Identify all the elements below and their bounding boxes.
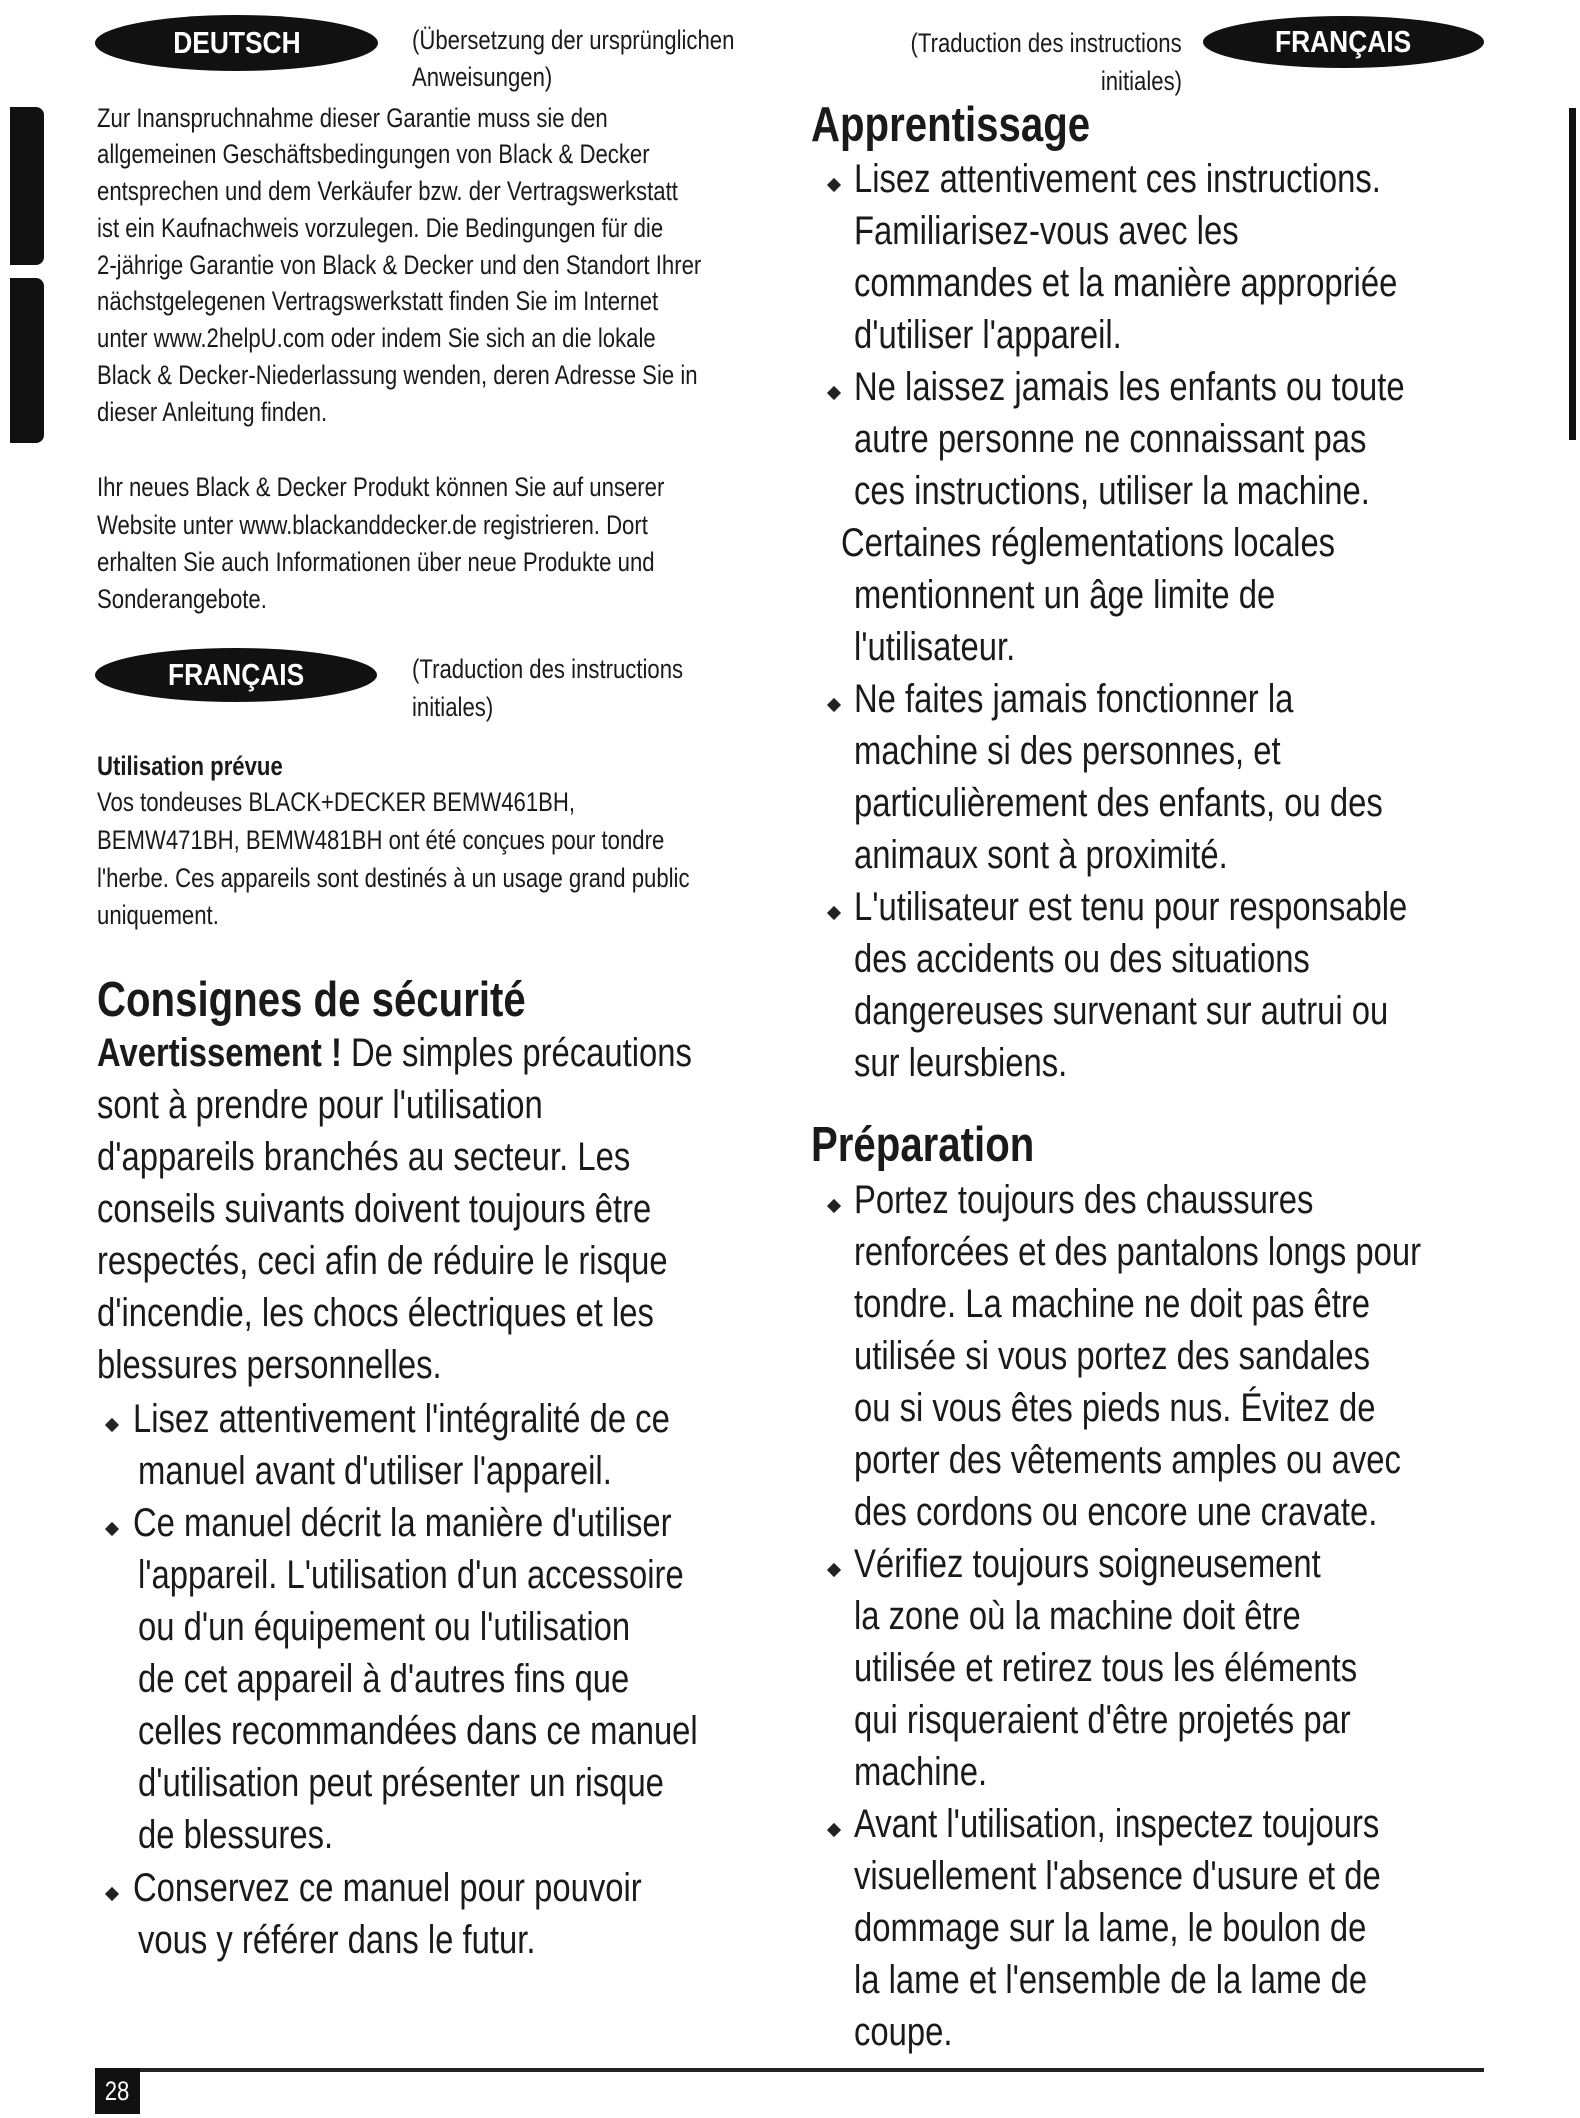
paragraph-line: Vos tondeuses BLACK+DECKER BEMW461BH,	[97, 787, 576, 818]
list-item-line: autre personne ne connaissant pas	[854, 417, 1367, 461]
section-tab-marker	[10, 107, 44, 265]
list-item-line: Ne laissez jamais les enfants ou toute	[854, 365, 1405, 409]
paragraph-line: dieser Anleitung finden.	[97, 396, 328, 427]
section-tab-marker	[10, 278, 44, 443]
list-item-line: la zone où la machine doit être	[854, 1594, 1301, 1638]
translation-note: (Traduction des instructions	[412, 654, 684, 684]
list-item-line: renforcées et des pantalons longs pour	[854, 1230, 1422, 1274]
paragraph-line: Sonderangebote.	[97, 584, 267, 615]
page-number	[95, 2068, 140, 2114]
language-label: FRANÇAIS	[1275, 24, 1412, 59]
translation-note: Anweisungen)	[412, 61, 553, 92]
list-item-line: Familiarisez-vous avec les	[854, 209, 1239, 253]
bullet-diamond-icon	[827, 386, 841, 400]
bullet-diamond-icon	[827, 906, 841, 920]
paragraph-line: Zur Inanspruchnahme dieser Garantie muss sie den	[97, 102, 608, 133]
list-item-line: d'utiliser l'appareil.	[854, 313, 1122, 357]
translation-note: (Übersetzung der ursprünglichen	[412, 24, 735, 55]
section-title: Apprentissage	[811, 98, 1091, 152]
warning-line: d'appareils branchés au secteur. Les	[97, 1135, 631, 1180]
list-item-line: machine si des personnes, et	[854, 729, 1281, 773]
paragraph-line: erhalten Sie auch Informationen über neue Produkte und	[97, 546, 655, 577]
paragraph-line: allgemeinen Geschäftsbedingungen von Black & Decker	[97, 139, 650, 170]
list-item-line: tondre. La machine ne doit pas être	[854, 1282, 1371, 1326]
list-item-line: animaux sont à proximité.	[854, 833, 1228, 877]
right-edge-marker	[1569, 108, 1576, 440]
translation-note: (Traduction des instructions	[910, 28, 1182, 58]
list-item-line: d'utilisation peut présenter un risque	[138, 1761, 664, 1806]
translation-note: initiales)	[412, 692, 494, 722]
warning-line: blessures personnelles.	[97, 1343, 442, 1388]
list-item-line: Lisez attentivement ces instructions.	[854, 157, 1381, 201]
list-item-line: de cet appareil à d'autres fins que	[138, 1657, 630, 1702]
list-item-line: des cordons ou encore une cravate.	[854, 1490, 1378, 1534]
page-number-text: 28	[105, 2075, 130, 2106]
paragraph-line: 2-jährige Garantie von Black & Decker und den Standort Ihrer	[97, 249, 702, 280]
warning-line	[97, 1027, 692, 1079]
list-item-line: ces instructions, utiliser la machine.	[854, 469, 1370, 513]
list-item-line: visuellement l'absence d'usure et de	[854, 1854, 1381, 1898]
list-item-line: Ne faites jamais fonctionner la	[854, 677, 1294, 721]
bullet-diamond-icon	[827, 178, 841, 192]
paragraph-line: uniquement.	[97, 900, 219, 931]
paragraph-line: ist ein Kaufnachweis vorzulegen. Die Bedingungen für die	[97, 212, 664, 243]
list-item-line: sur leursbiens.	[854, 1041, 1068, 1085]
bullet-diamond-icon	[105, 1522, 119, 1536]
paragraph-line: Ihr neues Black & Decker Produkt können Sie auf unserer	[97, 472, 665, 503]
warning-line: d'incendie, les chocs électriques et les	[97, 1291, 654, 1336]
list-item-line: vous y référer dans le futur.	[138, 1917, 536, 1962]
paragraph-line: l'herbe. Ces appareils sont destinés à un usage grand public	[97, 862, 690, 893]
section-title: Préparation	[811, 1118, 1035, 1172]
list-item-line: Certaines réglementations locales	[841, 521, 1336, 565]
list-item-line: dommage sur la lame, le boulon de	[854, 1906, 1367, 1950]
list-item-line: Ce manuel décrit la manière d'utiliser	[133, 1501, 672, 1546]
list-item-line: Lisez attentivement l'intégralité de ce	[133, 1396, 670, 1441]
list-item-line: Conservez ce manuel pour pouvoir	[133, 1865, 642, 1910]
list-item-line: ou d'un équipement ou l'utilisation	[138, 1605, 631, 1650]
paragraph-line: Black & Decker-Niederlassung wenden, deren Adresse Sie in	[97, 359, 698, 390]
list-item-line: manuel avant d'utiliser l'appareil.	[138, 1449, 612, 1494]
list-item-line: qui risqueraient d'être projetés par	[854, 1698, 1351, 1742]
list-item-line: utilisée et retirez tous les éléments	[854, 1646, 1358, 1690]
list-item-line: ou si vous êtes pieds nus. Évitez de	[854, 1386, 1376, 1430]
list-item-line: celles recommandées dans ce manuel	[138, 1709, 698, 1754]
bullet-diamond-icon	[827, 1563, 841, 1577]
footer-rule	[140, 2068, 1484, 2072]
list-item-line: Vérifiez toujours soigneusement	[854, 1542, 1321, 1586]
list-item-line: l'appareil. L'utilisation d'un accessoire	[138, 1553, 684, 1598]
bullet-diamond-icon	[827, 1199, 841, 1213]
bullet-diamond-icon	[827, 698, 841, 712]
list-item-line: Avant l'utilisation, inspectez toujours	[854, 1802, 1380, 1846]
list-item-line: la lame et l'ensemble de la lame de	[854, 1958, 1368, 2002]
bullet-diamond-icon	[827, 1823, 841, 1837]
paragraph-line: BEMW471BH, BEMW481BH ont été conçues pour tondre	[97, 824, 665, 855]
list-item-line: des accidents ou des situations	[854, 937, 1310, 981]
translation-note: initiales)	[1100, 66, 1182, 96]
language-badge-francais-right	[1203, 16, 1484, 68]
list-item-line: dangereuses survenant sur autrui ou	[854, 989, 1389, 1033]
language-badge-deutsch	[95, 15, 378, 71]
list-item-line: utilisée si vous portez des sandales	[854, 1334, 1370, 1378]
language-badge-francais	[95, 648, 377, 702]
list-item-line: porter des vêtements amples ou avec	[854, 1438, 1401, 1482]
paragraph-line: Website unter www.blackanddecker.de registrieren. Dort	[97, 509, 648, 540]
language-label: DEUTSCH	[172, 25, 301, 60]
section-heading: Utilisation prévue	[97, 751, 283, 781]
list-item-line: L'utilisateur est tenu pour responsable	[854, 885, 1408, 929]
warning-text: De simples précautions	[341, 1031, 692, 1075]
paragraph-line: entsprechen und dem Verkäufer bzw. der Vertragswerkstatt	[97, 176, 678, 207]
section-title: Consignes de sécurité	[97, 973, 526, 1027]
list-item-line: mentionnent un âge limite de	[854, 573, 1276, 617]
list-item-line: commandes et la manière appropriée	[854, 261, 1398, 305]
warning-label: Avertissement !	[97, 1031, 342, 1075]
paragraph-line: nächstgelegenen Vertragswerkstatt finden Sie im Internet	[97, 286, 659, 317]
bullet-diamond-icon	[105, 1418, 119, 1432]
list-item-line: l'utilisateur.	[854, 625, 1016, 669]
list-item-line: particulièrement des enfants, ou des	[854, 781, 1383, 825]
list-item-line: Portez toujours des chaussures	[854, 1178, 1314, 1222]
list-item-line: machine.	[854, 1750, 988, 1794]
list-item-line: coupe.	[854, 2010, 953, 2054]
paragraph-line: unter www.2helpU.com oder indem Sie sich an die lokale	[97, 323, 656, 354]
list-item-line: de blessures.	[138, 1813, 334, 1858]
warning-line: respectés, ceci afin de réduire le risque	[97, 1239, 668, 1284]
warning-line: sont à prendre pour l'utilisation	[97, 1083, 543, 1128]
language-label: FRANÇAIS	[167, 657, 305, 692]
bullet-diamond-icon	[105, 1886, 119, 1900]
warning-line: conseils suivants doivent toujours être	[97, 1187, 652, 1232]
